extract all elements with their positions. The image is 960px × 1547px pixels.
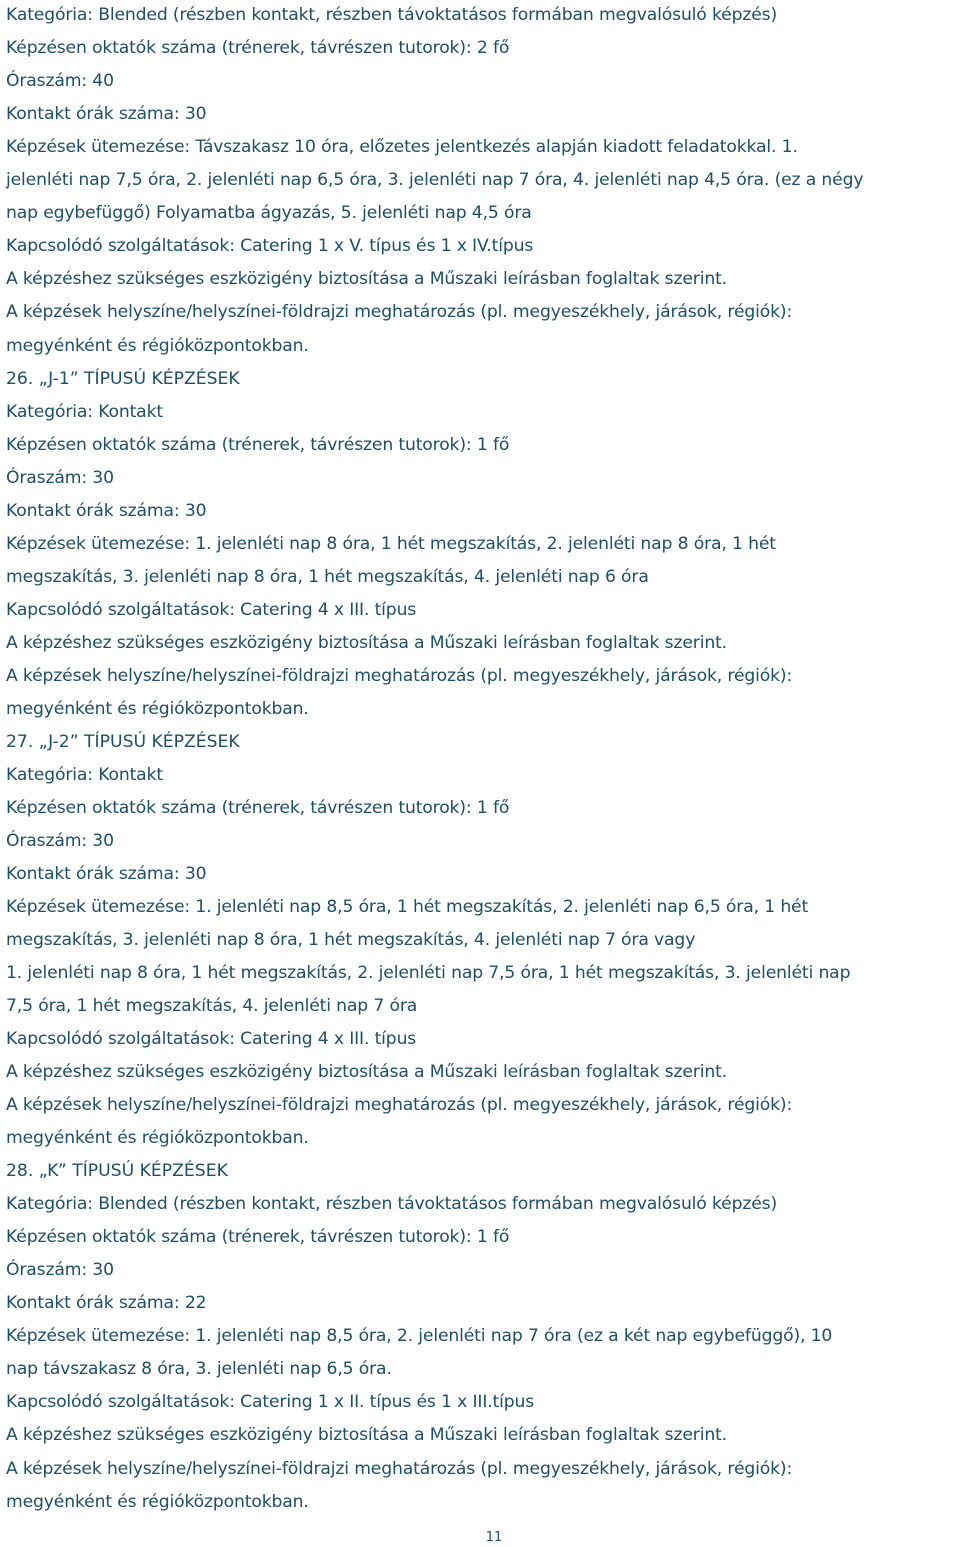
text-line: A képzések helyszíne/helyszínei-földrajzi meghatározás (pl. megyeszékhely, járások, régiók): [6, 302, 793, 322]
section-heading-27: 27. „J-2” TÍPUSÚ KÉPZÉSEK [6, 732, 240, 752]
text-line: Kapcsolódó szolgáltatások: Catering 1 x V. típus és 1 x IV.típus [6, 236, 534, 256]
text-line: Képzésen oktatók száma (trénerek, távrészen tutorok): 1 fő [6, 1227, 510, 1247]
text-line: megyénként és régióközpontokban. [6, 1492, 309, 1512]
text-line: A képzések helyszíne/helyszínei-földrajzi meghatározás (pl. megyeszékhely, járások, régiók): [6, 1459, 793, 1479]
text-line: A képzéshez szükséges eszközigény biztosítása a Műszaki leírásban foglaltak szerint. [6, 1062, 727, 1082]
text-line: A képzések helyszíne/helyszínei-földrajzi meghatározás (pl. megyeszékhely, járások, régiók): [6, 1095, 793, 1115]
text-line: A képzések helyszíne/helyszínei-földrajzi meghatározás (pl. megyeszékhely, járások, régiók): [6, 666, 793, 686]
text-line: 1. jelenléti nap 8 óra, 1 hét megszakítás, 2. jelenléti nap 7,5 óra, 1 hét megszakítás, 3. jelenléti nap [6, 963, 851, 983]
text-line: Képzések ütemezése: Távszakasz 10 óra, előzetes jelentkezés alapján kiadott feladatokkal. 1. [6, 137, 798, 157]
text-line: Óraszám: 30 [6, 1260, 114, 1280]
text-line: Képzések ütemezése: 1. jelenléti nap 8 óra, 1 hét megszakítás, 2. jelenléti nap 8 óra, 1 hét [6, 534, 776, 554]
text-line: Kategória: Blended (részben kontakt, részben távoktatásos formában megvalósuló képzés) [6, 1194, 778, 1214]
text-line: nap egybefüggő) Folyamatba ágyazás, 5. jelenléti nap 4,5 óra [6, 203, 532, 223]
section-heading-26: 26. „J-1” TÍPUSÚ KÉPZÉSEK [6, 369, 240, 389]
text-line: Óraszám: 30 [6, 831, 114, 851]
text-line: Képzésen oktatók száma (trénerek, távrészen tutorok): 1 fő [6, 435, 510, 455]
text-line: nap távszakasz 8 óra, 3. jelenléti nap 6,5 óra. [6, 1359, 392, 1379]
text-line: megyénként és régióközpontokban. [6, 699, 309, 719]
text-line: Kontakt órák száma: 22 [6, 1293, 207, 1313]
text-line: 7,5 óra, 1 hét megszakítás, 4. jelenléti nap 7 óra [6, 996, 418, 1016]
text-line: A képzéshez szükséges eszközigény biztosítása a Műszaki leírásban foglaltak szerint. [6, 633, 727, 653]
text-line: Kontakt órák száma: 30 [6, 501, 207, 521]
text-line: megyénként és régióközpontokban. [6, 336, 309, 356]
text-line: Kategória: Blended (részben kontakt, részben távoktatásos formában megvalósuló képzés) [6, 5, 778, 25]
section-heading-28: 28. „K” TÍPUSÚ KÉPZÉSEK [6, 1161, 228, 1181]
text-line: Kontakt órák száma: 30 [6, 104, 207, 124]
text-line: Kapcsolódó szolgáltatások: Catering 1 x II. típus és 1 x III.típus [6, 1392, 535, 1412]
text-line: Óraszám: 30 [6, 468, 114, 488]
text-line: megszakítás, 3. jelenléti nap 8 óra, 1 hét megszakítás, 4. jelenléti nap 6 óra [6, 567, 649, 587]
text-line: Kontakt órák száma: 30 [6, 864, 207, 884]
text-line: Képzések ütemezése: 1. jelenléti nap 8,5 óra, 1 hét megszakítás, 2. jelenléti nap 6,5 óra, 1 hét [6, 897, 809, 917]
text-line: Képzésen oktatók száma (trénerek, távrészen tutorok): 1 fő [6, 798, 510, 818]
text-line: megyénként és régióközpontokban. [6, 1128, 309, 1148]
text-line: megszakítás, 3. jelenléti nap 8 óra, 1 hét megszakítás, 4. jelenléti nap 7 óra vagy [6, 930, 696, 950]
text-line: Kapcsolódó szolgáltatások: Catering 4 x III. típus [6, 1029, 417, 1049]
text-line: Kategória: Kontakt [6, 402, 163, 422]
page-number: 11 [485, 1530, 503, 1545]
text-line: jelenléti nap 7,5 óra, 2. jelenléti nap 6,5 óra, 3. jelenléti nap 7 óra, 4. jelenléti nap 4,5 óra. (ez a négy [6, 170, 864, 190]
text-line: A képzéshez szükséges eszközigény biztosítása a Műszaki leírásban foglaltak szerint. [6, 269, 727, 289]
text-line: Óraszám: 40 [6, 71, 114, 91]
text-line: A képzéshez szükséges eszközigény biztosítása a Műszaki leírásban foglaltak szerint. [6, 1425, 727, 1445]
text-line: Kapcsolódó szolgáltatások: Catering 4 x III. típus [6, 600, 417, 620]
text-line: Képzésen oktatók száma (trénerek, távrészen tutorok): 2 fő [6, 38, 510, 58]
text-line: Kategória: Kontakt [6, 765, 163, 785]
text-line: Képzések ütemezése: 1. jelenléti nap 8,5 óra, 2. jelenléti nap 7 óra (ez a két nap egybefüggő), 10 [6, 1326, 833, 1346]
